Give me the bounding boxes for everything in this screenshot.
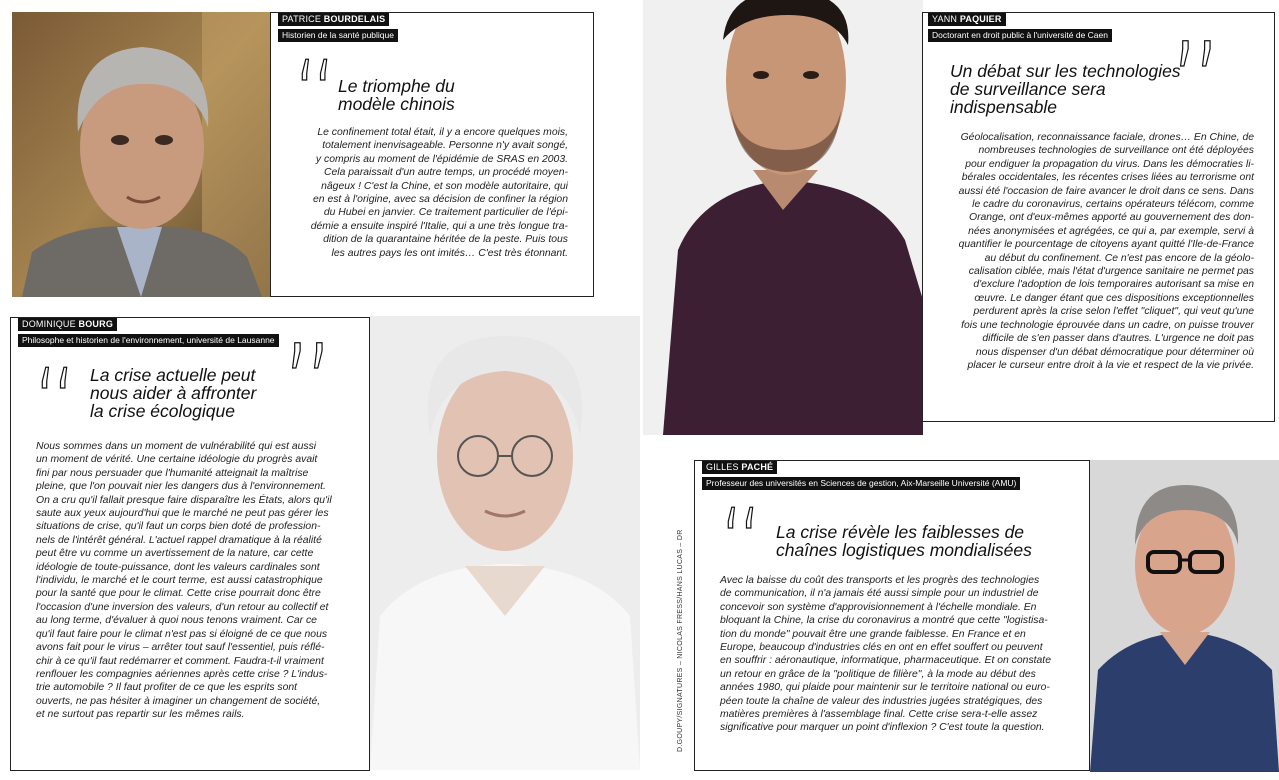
role-tag-bourdelais: Historien de la santé publique xyxy=(278,29,398,42)
body-line: situations de crise, qu'il faut un corps bien doté de profession- xyxy=(36,521,321,533)
body-line: de communication, il n'a jamais été aussi simple pour un industriel de xyxy=(720,588,1039,600)
name-tag-bourdelais xyxy=(278,13,389,26)
body-line: œuvre. Le danger étant que ces dispositions exceptionnelles xyxy=(974,292,1254,304)
body-line: l'individu, le marché et le court terme, est aussi catastrophique xyxy=(36,575,323,587)
body-line: calisation ciblée, mais l'état d'urgence sanitaire ne permet pas xyxy=(968,266,1254,278)
body-line: y compris au moment de l'épidémie de SRAS en 2003. xyxy=(315,153,568,165)
body-line: péen toute la chaîne de valeur des industries jugées stratégiques, des xyxy=(720,695,1043,707)
headline-line: Le triomphe du xyxy=(338,76,455,96)
headline-line: nous aider à affronter xyxy=(90,383,257,403)
name-tag-pache xyxy=(702,461,777,474)
headline-line: chaînes logistiques mondialisées xyxy=(776,540,1032,560)
photo-gilles-pache xyxy=(1090,460,1279,772)
last-name: BOURDELAIS xyxy=(323,14,386,24)
quotation-mark-icon: ” xyxy=(280,321,337,449)
quotation-mark-icon: “ xyxy=(718,490,765,595)
body-line: nous dispenser d'un débat démocratique pour déterminer où xyxy=(975,346,1254,358)
body-line: Le confinement total était, il y a encore quelques mois, xyxy=(317,127,568,138)
body-line: au long terme, d'évaluer à quoi nous tenons vraiment. Car ce xyxy=(36,615,317,627)
body-line: aussi été l'occasion de faire avancer le droit dans ce sens. Dans xyxy=(958,185,1254,197)
body-line: matières premières à l'assemblage final. Cette crise sera-t-elle assez xyxy=(720,709,1038,721)
body-line: tion du monde" pouvait être une grande faiblesse. En France et en xyxy=(720,628,1026,640)
headline-line: La crise révèle les faiblesses de xyxy=(776,522,1025,542)
last-name: PAQUIER xyxy=(959,14,1002,24)
body-line: placer le curseur entre droit à la vie et respect de la vie privée. xyxy=(967,359,1254,371)
body-line: totalement inenvisageable. Personne n'y avait songé, xyxy=(322,140,568,152)
headline-line: Un débat sur les technologies xyxy=(950,61,1181,81)
body-text-bourdelais xyxy=(284,126,568,260)
body-line: au début du confinement. Ce n'est pas encore de la géolo- xyxy=(984,252,1254,264)
body-line: difficile de s'en passer dans d'autres. L'urgence ne doit pas xyxy=(982,333,1254,345)
body-line: qu'il faut faire pour le climat n'est pas si éloigné de ce que nous xyxy=(36,628,328,640)
body-line: Géolocalisation, reconnaissance faciale, drones… En Chine, de xyxy=(960,132,1254,143)
headline-line: La crise actuelle peut xyxy=(90,365,256,385)
role-tag-pache: Professeur des universités en Sciences de gestion, Aix-Marseille Université (AMU) xyxy=(702,477,1020,490)
body-line: bérales occidentales, les récentes crises liées au terrorisme ont xyxy=(961,172,1254,184)
body-line: Nous sommes dans un moment de vulnérabilité qui est aussi xyxy=(36,441,317,452)
body-line: fois une technologie éprouvée dans un cadre, on puisse trouver xyxy=(961,319,1254,331)
body-line: pleine, que l'on pouvait nier les dangers dus à l'environnement. xyxy=(36,481,326,493)
body-line: et ne surtout pas repartir sur les mêmes rails. xyxy=(36,709,245,721)
quotation-mark-icon: “ xyxy=(292,42,339,147)
body-line: un retour en grâce de la "politique de filière", à la mode au début des xyxy=(720,668,1036,680)
headline-line: modèle chinois xyxy=(338,94,455,114)
last-name: PACHÉ xyxy=(741,462,774,472)
body-line: peut être vu comme un avertissement de la nature, car cette xyxy=(36,548,314,560)
headline-bourdelais xyxy=(338,77,455,113)
body-text-paquier xyxy=(936,131,1254,372)
body-line: les autres pays les ont imités… C'est très étonnant. xyxy=(331,247,568,259)
body-line: renflouer les compagnies aériennes après cette crise ? L'indus- xyxy=(36,668,328,680)
body-line: en souffrir : aéronautique, informatique, pharmaceutique. Et on constate xyxy=(720,655,1051,667)
body-line: trie automobile ? Il faut profiter de ce que les esprits sont xyxy=(36,682,298,694)
photo-patrice-bourdelais xyxy=(12,12,270,297)
body-line: nombreuses technologies de surveillance ont été déployées xyxy=(978,145,1254,157)
body-text-bourg xyxy=(36,440,366,722)
photo-yann-paquier xyxy=(643,0,923,435)
first-name: GILLES xyxy=(706,462,739,472)
quotation-mark-icon: ” xyxy=(1168,19,1225,147)
photo-dominique-bourg xyxy=(370,316,640,770)
body-line: pour la santé que pour le climat. Cette crise pourrait donc être xyxy=(36,588,321,600)
body-line: Europe, beaucoup d'industries clés en ont en effet souffert ou peuvent xyxy=(720,642,1043,654)
quotation-mark-icon: “ xyxy=(32,350,79,455)
body-line: perdurent après la crise selon l'effet "cliquet", qui veut qu'une xyxy=(973,306,1254,318)
body-line: le cadre du coronavirus, certains opérateurs télécom, comme xyxy=(972,199,1254,211)
body-line: concevoir son système d'approvisionnement à l'échelle mondiale. En xyxy=(720,601,1037,613)
headline-line: indispensable xyxy=(950,97,1058,117)
body-line: idéologie de toute-puissance, dont les valeurs cardinales sont xyxy=(36,561,320,573)
body-line: l'occasion d'une inversion des valeurs, d'un retour au collectif et xyxy=(36,601,329,613)
body-line: fini par nous persuader que l'humanité atteignait la maîtrise xyxy=(36,467,309,479)
body-line: quantifier le pourcentage de citoyens ayant quitté l'Ile-de-France xyxy=(958,239,1254,251)
body-line: nels de l'intérêt général. L'actuel rappel dramatique à la réalité xyxy=(36,534,322,546)
body-line: du Hubei en janvier. Ce traitement particulier de l'épi- xyxy=(323,207,568,219)
last-name: BOURG xyxy=(78,319,114,329)
body-line: avons fait pour le virus – arrêter tout sauf l'essentiel, puis réflé- xyxy=(36,642,325,654)
first-name: DOMINIQUE xyxy=(22,319,76,329)
body-text-pache xyxy=(720,574,1084,735)
first-name: YANN xyxy=(932,14,958,24)
headline-line: la crise écologique xyxy=(90,401,235,421)
body-line: nées anonymisées et agrégées, ce qui a, par exemple, servi à xyxy=(968,225,1254,237)
body-line: ouverts, ne pas hésiter à imaginer un changement de société, xyxy=(36,695,321,707)
body-line: démie a ensuite inspiré l'Italie, qui a une très longue tra- xyxy=(310,220,568,232)
name-tag-paquier xyxy=(928,13,1006,26)
body-line: chir à ce qu'il faut redémarrer et comment. Faudra-t-il vraiment xyxy=(36,655,324,667)
first-name: PATRICE xyxy=(282,14,322,24)
headline-line: de surveillance sera xyxy=(950,79,1106,99)
role-tag-paquier: Doctorant en droit public à l'université de Caen xyxy=(928,29,1112,42)
body-line: en est à l'origine, avec sa décision de confiner la région xyxy=(313,194,568,206)
body-line: Orange, ont d'eux-mêmes apporté au gouvernement des don- xyxy=(968,212,1254,224)
body-line: pour endiguer la propagation du virus. Dans les démocraties li- xyxy=(965,158,1254,170)
name-tag-bourg xyxy=(18,318,117,331)
headline-paquier xyxy=(950,62,1181,116)
body-line: nâgeux ! C'est la Chine, et son modèle autoritaire, qui xyxy=(321,180,568,192)
body-line: Cela paraissait d'un autre temps, un procédé moyen- xyxy=(324,167,568,179)
body-line: Avec la baisse du coût des transports et les progrès des technologies xyxy=(720,575,1040,586)
body-line: significative pour marquer un point d'inflexion ? C'est toute la question. xyxy=(720,722,1045,734)
role-tag-bourg: Philosophe et historien de l'environnement, université de Lausanne xyxy=(18,334,279,347)
headline-pache xyxy=(776,523,1032,559)
body-line: dition de la quarantaine héritée de la peste. Puis tous xyxy=(323,234,568,246)
body-line: bloquant la Chine, la crise du coronavirus a montré que cette "logistisa- xyxy=(720,615,1048,627)
body-line: saute aux yeux aujourd'hui que le marché ne peut pas gérer les xyxy=(36,508,329,520)
body-line: un moment de vérité. Une certaine idéologie du progrès avait xyxy=(36,454,318,466)
photo-credit: D.GOUPY/SIGNATURES – NICOLAS FRESS/HANS LUCAS – DR xyxy=(677,529,684,752)
body-line: années 1980, qui plaide pour maintenir sur le territoire national ou euro- xyxy=(720,682,1050,694)
body-line: d'exclure l'adoption de lois temporaires autorisant sa mise en xyxy=(973,279,1254,291)
headline-bourg xyxy=(90,366,256,420)
body-line: On a cru qu'il fallait presque faire disparaître les États, alors qu'il xyxy=(36,494,332,506)
